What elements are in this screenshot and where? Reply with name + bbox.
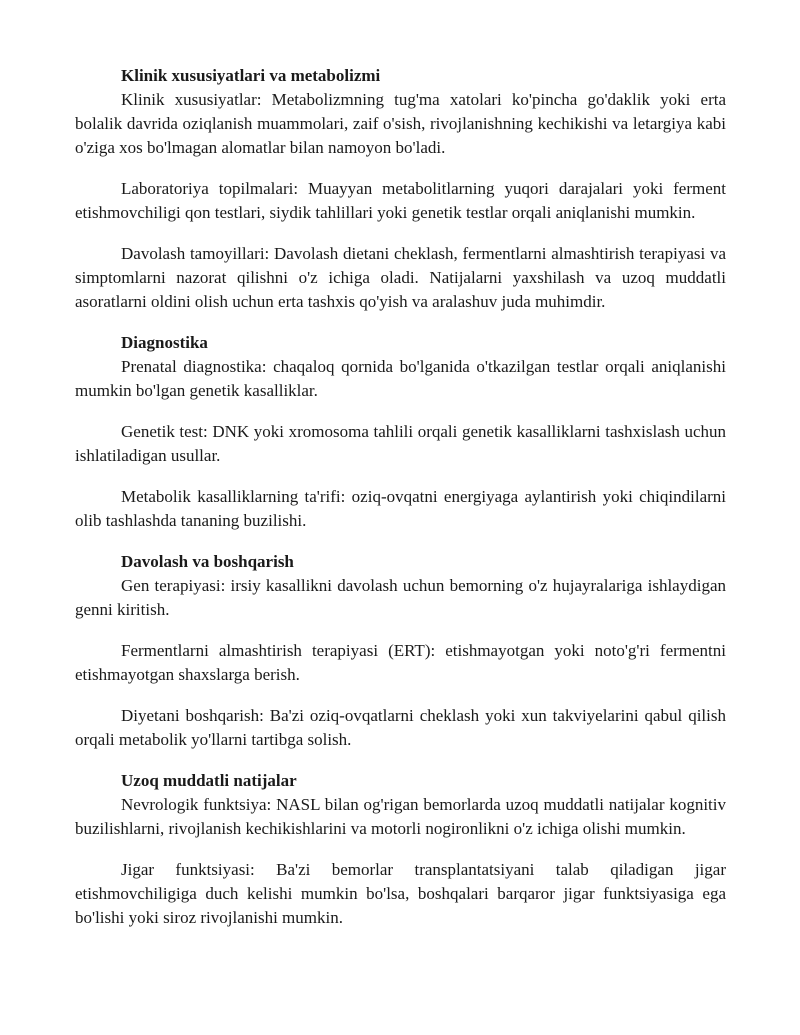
section-heading: Klinik xususiyatlari va metabolizmi (121, 66, 381, 85)
paragraph: Gen terapiyasi: irsiy kasallikni davolash uchun bemorning o'z hujayralariga ishlaydigan genni kiritish. (75, 576, 726, 619)
section-uzoq (75, 769, 726, 930)
paragraph: Jigar funktsiyasi: Ba'zi bemorlar transplantatsiyani talab qiladigan jigar etishmovchiligiga duch kelishi mumkin bo'lsa, boshqalari barqaror jigar funktsiyasiga ega bo'lishi yoki siroz rivojlanishi mumkin. (75, 860, 726, 927)
paragraph: Diyetani boshqarish: Ba'zi oziq-ovqatlarni cheklash yoki xun takviyelarini qabul qilish orqali metabolik yo'llarni tartibga solish. (75, 706, 726, 749)
paragraph: Fermentlarni almashtirish terapiyasi (ERT): etishmayotgan yoki noto'g'ri fermentni etishmayotgan shaxslarga berish. (75, 641, 726, 684)
section-heading: Davolash va boshqarish (121, 552, 294, 571)
paragraph: Klinik xususiyatlar: Metabolizmning tug'ma xatolari ko'pincha go'daklik yoki erta bolalik davrida oziqlanish muammolari, zaif o'sish, rivojlanishning kechikishi va letargiya kabi o'ziga xos bo'lmagan alomatlar bilan namoyon bo'ladi. (75, 90, 726, 157)
paragraph: Davolash tamoyillari: Davolash dietani cheklash, fermentlarni almashtirish terapiyasi va simptomlarni nazorat qilishni o'z ichiga oladi. Natijalarni yaxshilash va uzoq muddatli asoratlarni oldini olish uchun erta tashxis qo'yish va aralashuv juda muhimdir. (75, 244, 726, 311)
section-diagnostika (75, 331, 726, 533)
document-page (75, 64, 726, 930)
section-heading: Uzoq muddatli natijalar (121, 771, 297, 790)
paragraph: Prenatal diagnostika: chaqaloq qornida bo'lganida o'tkazilgan testlar orqali aniqlanishi mumkin bo'lgan genetik kasalliklar. (75, 357, 726, 400)
paragraph: Nevrologik funktsiya: NASL bilan og'rigan bemorlarda uzoq muddatli natijalar kognitiv buzilishlarni, rivojlanish kechikishlarini va motorli nogironlikni o'z ichiga olishi mumkin. (75, 795, 726, 838)
paragraph: Metabolik kasalliklarning ta'rifi: oziq-ovqatni energiyaga aylantirish yoki chiqindilarni olib tashlashda tananing buzilishi. (75, 487, 726, 530)
section-heading: Diagnostika (121, 333, 208, 352)
paragraph: Laboratoriya topilmalari: Muayyan metabolitlarning yuqori darajalari yoki ferment etishmovchiligi qon testlari, siydik tahlillari yoki genetik testlar orqali aniqlanishi mumkin. (75, 179, 726, 222)
section-klinik (75, 64, 726, 314)
paragraph: Genetik test: DNK yoki xromosoma tahlili orqali genetik kasalliklarni tashxislash uchun ishlatiladigan usullar. (75, 422, 726, 465)
section-davolash (75, 550, 726, 752)
